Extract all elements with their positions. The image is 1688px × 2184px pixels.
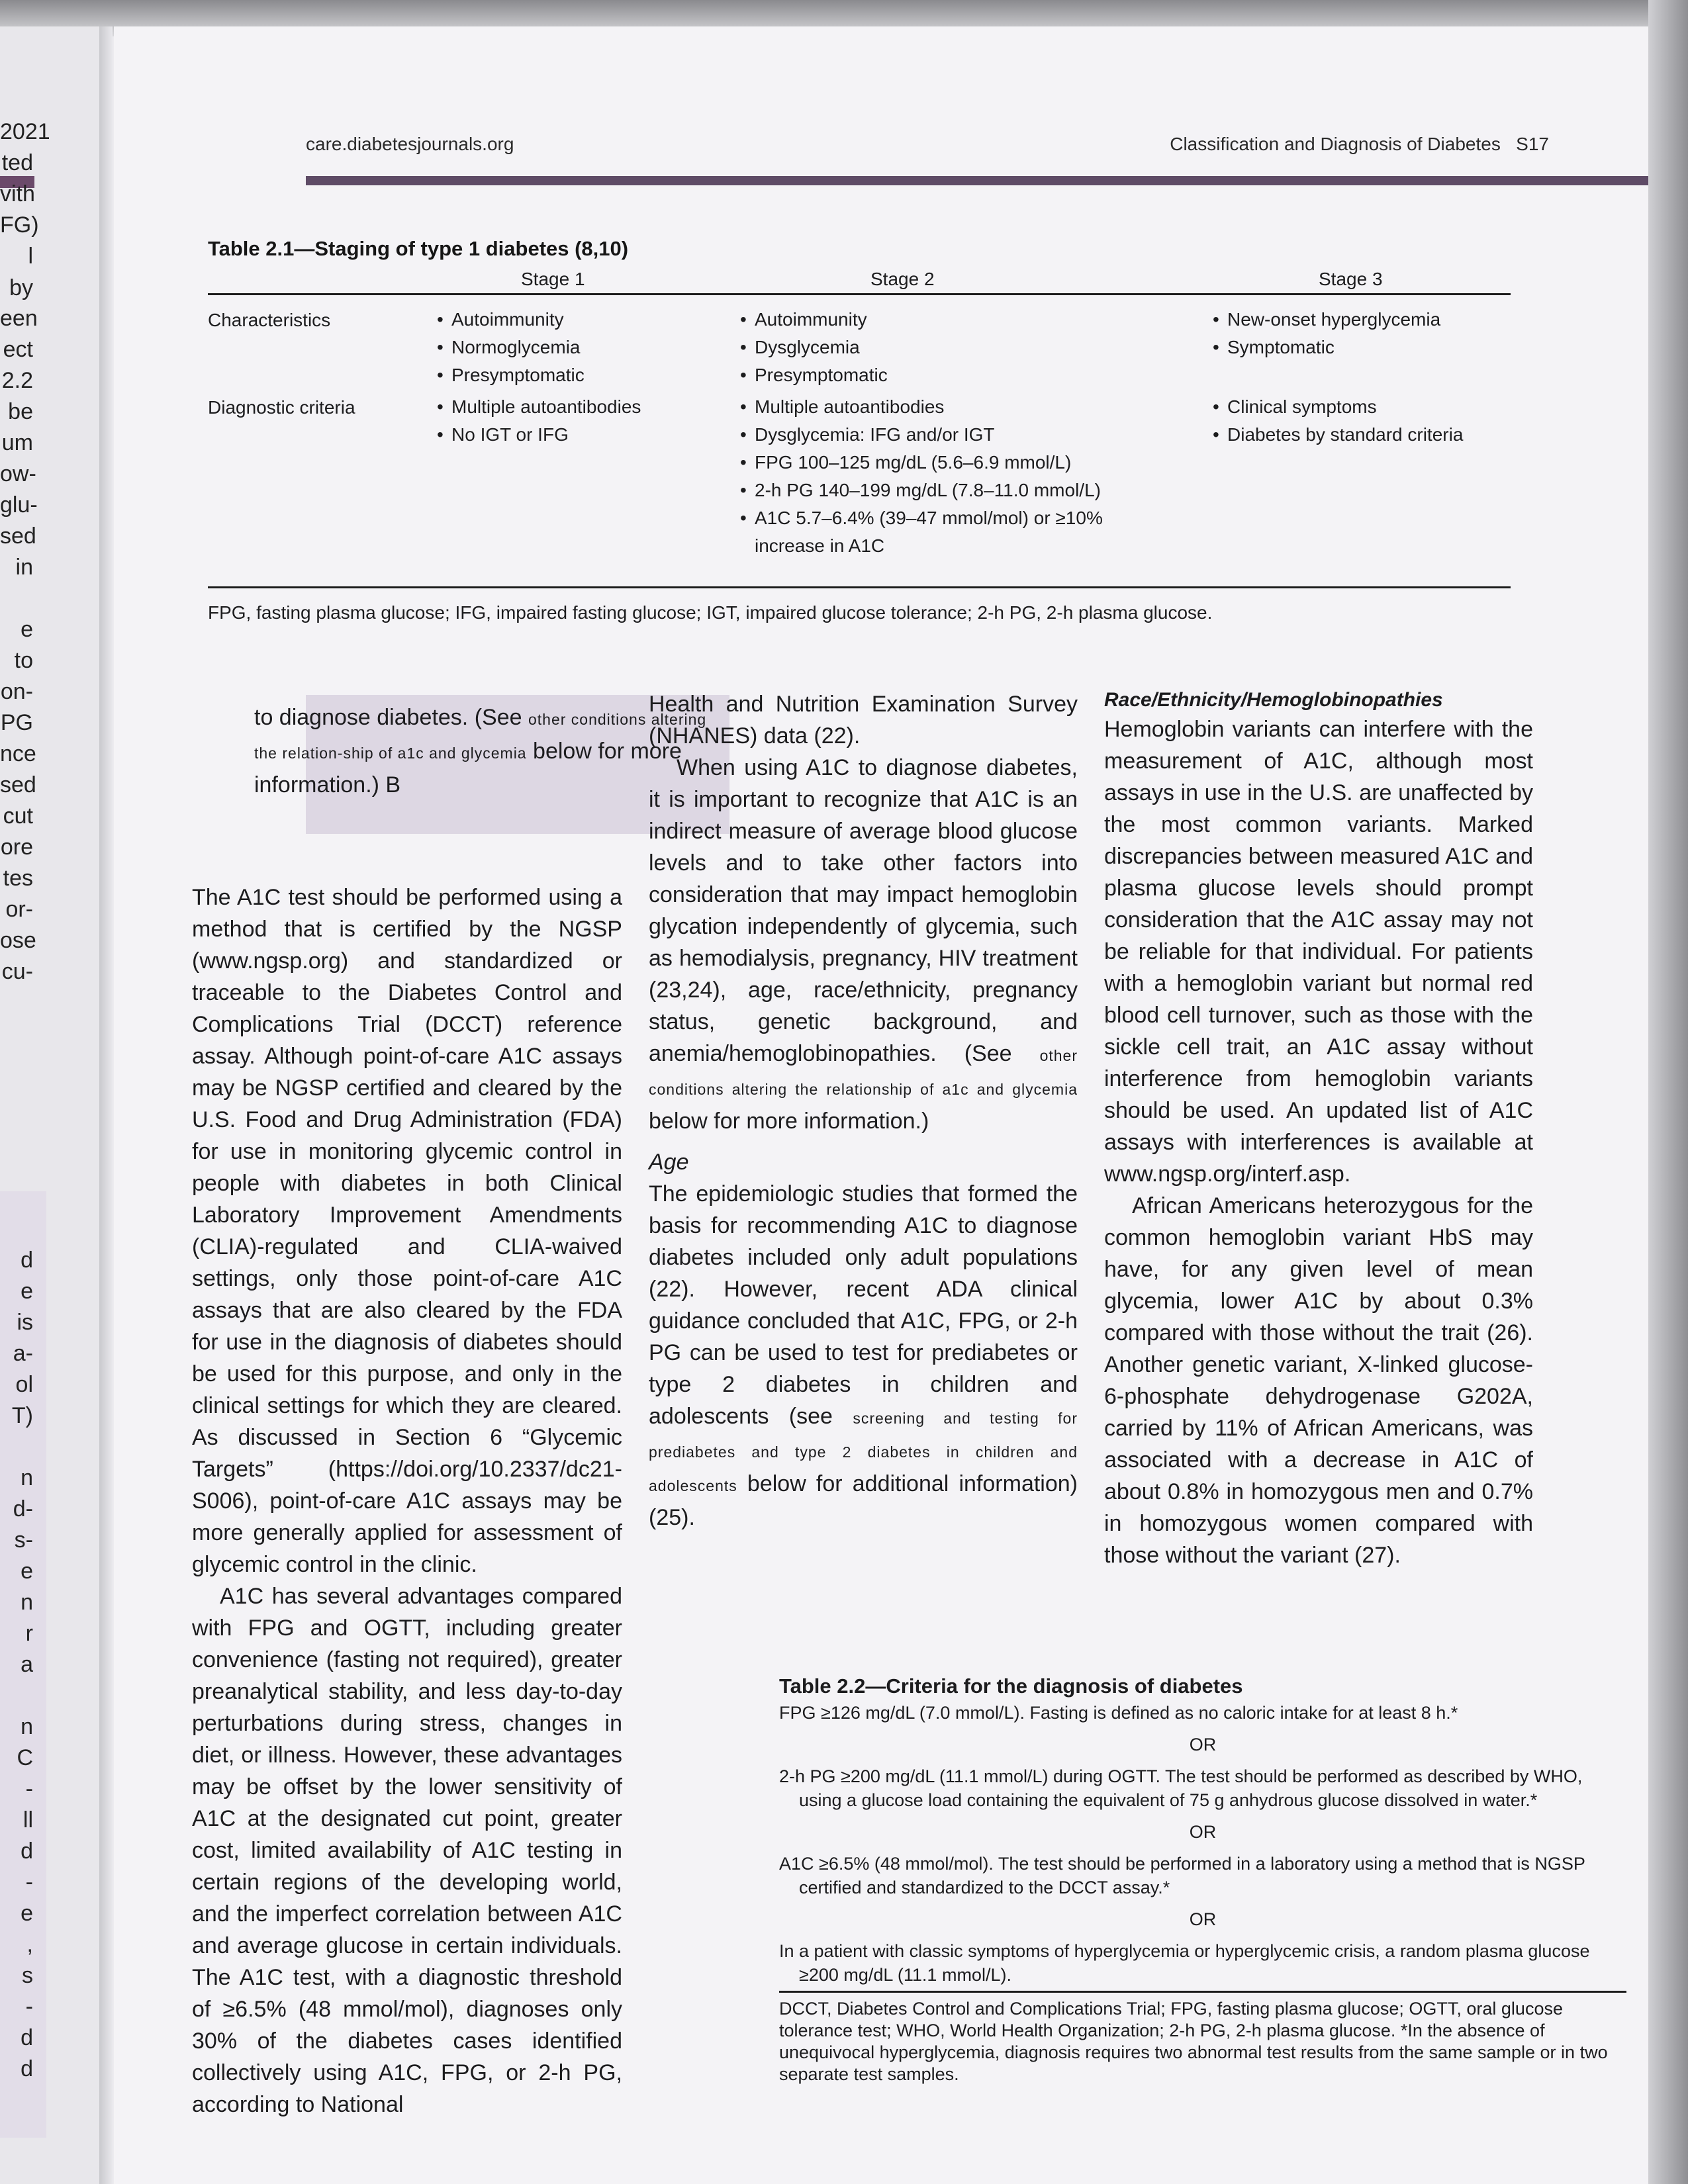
facing-page-fragment: FG): [0, 212, 39, 238]
paragraph-text: When using A1C to diagnose diabetes, it is important to recognize that A1C is an indirect measure of average blood glucose levels and to take other factors into consideration that may impact hemoglobin glycation independently of glycemia, such as hemodialysis, pregnancy, HIV treatment (23,24), age, race/ethnicity, pregnancy status, genetic background, and anemia/hemoglobinopathies. (See: [649, 755, 1078, 1066]
list-item: • Normoglycemia: [437, 334, 722, 361]
callout-text-end: below for more information.) B: [254, 739, 682, 797]
criterion-fpg: FPG ≥126 mg/dL (7.0 mmol/L). Fasting is defined as no caloric intake for at least 8 h.*: [779, 1703, 1458, 1723]
stage-1-criteria: [437, 393, 722, 449]
facing-page-fragment: s: [22, 1963, 33, 1988]
table-2-2-rule: [779, 1991, 1626, 1993]
facing-page-fragment: a-: [13, 1341, 33, 1366]
facing-page-fragment: ect: [3, 337, 33, 362]
facing-page-fragment: ow-: [0, 461, 36, 486]
paragraph: A1C has several advantages compared with FPG and OGTT, including greater convenience (fasting not required), greater preanalytical stability, and less day-to-day perturbations during stress, changes in diet, or illness. However, these advantages may be offset by the lower sensitivity of A1C at the designated cut point, greater cost, limited availability of A1C testing in certain regions of the developing world, and the imperfect correlation between A1C and average glucose in certain individuals. The A1C test, with a diagnostic threshold of ≥6.5% (48 mmol/mol), diagnoses only 30% of the diabetes cases identified collectively using A1C, FPG, or 2-h PG, according to National: [192, 1584, 622, 2117]
list-item: • Multiple autoantibodies: [437, 393, 722, 421]
list-item: • Presymptomatic: [740, 361, 1170, 389]
body-column-3: [1104, 687, 1533, 1571]
facing-page-fragment: d-: [13, 1496, 33, 1522]
facing-page-fragment: cu-: [1, 959, 33, 984]
facing-page-fragment: T): [11, 1403, 33, 1428]
scan-right-shadow: [1648, 0, 1688, 2184]
paragraph-text: The epidemiologic studies that formed the basis for recommending A1C to diagnose diabetes included only adult populations (22). However, recent ADA clinical guidance concluded that A1C, FPG, or 2-h PG can be used to test for prediabetes or type 2 diabetes in children and adolescents (see: [649, 1181, 1078, 1429]
facing-page-fragment: -: [25, 1776, 33, 1801]
stage-3-criteria: [1213, 393, 1504, 449]
facing-page-fragment: be: [8, 399, 33, 424]
stage-3-characteristics: [1213, 306, 1504, 361]
facing-page-fragment: tes: [3, 866, 33, 891]
stage-1-characteristics: [437, 306, 722, 389]
facing-page-fragment: to: [14, 648, 33, 673]
facing-page-fragment: 2.2: [1, 368, 33, 393]
list-item: • Symptomatic: [1213, 334, 1504, 361]
table-2-2-title: Table 2.2—Criteria for the diagnosis of diabetes: [779, 1674, 1243, 1698]
paragraph-text: below for additional information) (25).: [649, 1471, 1078, 1530]
facing-page-fragment: d: [21, 1248, 33, 1273]
facing-page-fragment: PG: [0, 710, 33, 735]
facing-page-fragment: on-: [0, 679, 33, 704]
facing-page-fragment: glu-: [0, 492, 38, 518]
paragraph: [649, 1178, 1078, 1533]
or-separator: OR: [1189, 1909, 1217, 1929]
cross-reference: screening and testing for prediabetes and type 2 diabetes in children and adolescents: [649, 1410, 1078, 1494]
body-column-2: [649, 688, 1078, 1533]
facing-page-fragment: or-: [5, 897, 33, 922]
list-item: • Autoimmunity: [437, 306, 722, 334]
facing-page-fragment: s-: [14, 1527, 33, 1553]
row-label-characteristics: Characteristics: [208, 310, 331, 330]
facing-page-fragment: d: [21, 1839, 33, 1864]
stage-2-criteria: [740, 393, 1150, 560]
table-2-2-footnote: DCCT, Diabetes Control and Complications Trial; FPG, fasting plasma glucose; OGTT, oral glucose tolerance test; WHO, World Health Organization; 2-h PG, 2-h plasma glucose. *In the absence of unequivocal hyperglycemia, diagnosis requires two abnormal test results from the same sample or in two separate test samples.: [779, 1999, 1608, 2084]
row-label-diagnostic-criteria: Diagnostic criteria: [208, 397, 355, 418]
facing-page-fragment: ted: [1, 150, 33, 175]
facing-page-fragment: een: [0, 306, 38, 331]
callout-small-caps: other conditions altering the relation-ship of a1c and glycemia: [254, 711, 707, 762]
list-item: • New-onset hyperglycemia: [1213, 306, 1504, 334]
list-item: • Clinical symptoms: [1213, 393, 1504, 421]
list-item: • Dysglycemia: IFG and/or IGT: [740, 421, 1150, 449]
facing-page-fragment: e: [21, 1559, 33, 1584]
table-2-1-footnote: FPG, fasting plasma glucose; IFG, impaired fasting glucose; IGT, impaired glucose tolerance; 2-h PG, 2-h plasma glucose.: [208, 602, 1213, 623]
paragraph: [649, 752, 1078, 1137]
journal-url: care.diabetesjournals.org: [306, 134, 514, 154]
facing-page-fragment: 2021: [0, 119, 50, 144]
facing-page-fragment: a: [21, 1652, 33, 1677]
paragraph-text: below for more information.): [649, 1109, 929, 1134]
subheading-race-ethnicity: Race/Ethnicity/Hemoglobinopathies: [1104, 689, 1443, 711]
facing-page-fragment: n: [21, 1714, 33, 1739]
list-item: • A1C 5.7–6.4% (39–47 mmol/mol) or ≥10% increase in A1C: [740, 504, 1150, 560]
facing-page-fragment: ll: [23, 1807, 33, 1833]
paragraph: Health and Nutrition Examination Survey (NHANES) data (22).: [649, 692, 1078, 749]
callout-text: to diagnose diabetes. (See: [254, 705, 528, 730]
stage-1-header: Stage 1: [521, 269, 585, 289]
facing-page-fragment: in: [15, 555, 33, 580]
facing-page-fragment: e: [21, 1279, 33, 1304]
stage-2-header: Stage 2: [870, 269, 935, 289]
subheading-age: Age: [649, 1150, 689, 1175]
criterion-random-glucose: In a patient with classic symptoms of hyperglycemia or hyperglycemic crisis, a random plasma glucose ≥200 mg/dL (11.1 mmol/L).: [779, 1941, 1590, 1985]
facing-page-fragment: n: [21, 1465, 33, 1490]
body-column-1: [192, 882, 622, 2120]
facing-page-fragment: nce: [0, 741, 36, 766]
stage-2-characteristics: [740, 306, 1170, 389]
table-2-1-bottom-rule: [208, 586, 1511, 588]
facing-page: [0, 26, 99, 2184]
paragraph: African Americans heterozygous for the common hemoglobin variant HbS may have, for any given level of mean glycemia, lower A1C by about 0.3% compared with those without the trait (26). Another genetic variant, X-linked glucose-6-phosphate dehydrogenase G202A, carried by 11% of African Americans, was associated with a decrease in A1C of about 0.8% in homozygous men and 0.7% in homozygous women compared with those without the variant (27).: [1104, 1193, 1533, 1568]
paragraph: The A1C test should be performed using a method that is certified by the NGSP (www.ngsp.org) and standardized or traceable to the Diabetes Control and Complications Trial (DCCT) reference assay. Although point-of-care A1C assays may be NGSP certified and cleared by the U.S. Food and Drug Administration (FDA) for use in monitoring glycemic control in people with diabetes in both Clinical Laboratory Improvement Amendments (CLIA)-regulated and CLIA-waived settings, only those point-of-care A1C assays that are also cleared by the FDA for use in the diagnosis of diabetes should be used for this purpose, and only in the clinical settings for which they are cleared. As discussed in Section 6 “Glycemic Targets” (https://doi.org/10.2337/dc21-S006), point-of-care A1C assays may be more generally applied for assessment of glycemic control in the clinic.: [192, 885, 622, 1577]
facing-page-fragment: d: [21, 2056, 33, 2081]
list-item: • FPG 100–125 mg/dL (5.6–6.9 mmol/L): [740, 449, 1150, 477]
facing-page-fragment: ose: [0, 928, 36, 953]
paragraph: Hemoglobin variants can interfere with the measurement of A1C, although most assays in use in the U.S. are unaffected by the most common variants. Marked discrepancies between measured A1C and plasma glucose levels should prompt consideration that the A1C assay may not be reliable for that individual. For patients with a hemoglobin variant but normal red blood cell turnover, such as those with the sickle cell trait, an A1C assay without interference from hemoglobin variants should be used. An updated list of A1C assays with interferences is available at www.ngsp.org/interf.asp.: [1104, 717, 1533, 1187]
facing-page-fragment: d: [21, 2025, 33, 2050]
facing-page-fragment: l by: [9, 244, 33, 300]
facing-page-fragment: C: [17, 1745, 33, 1770]
list-item: • No IGT or IFG: [437, 421, 722, 449]
facing-page-fragment: e: [21, 1901, 33, 1926]
book-gutter: [99, 26, 113, 2184]
facing-page-fragment: um: [1, 430, 33, 455]
recommendation-callout-text: [254, 702, 718, 801]
journal-page: [114, 26, 1648, 2184]
table-2-1-title: Table 2.1—Staging of type 1 diabetes (8,10): [208, 237, 629, 260]
facing-page-fragment: ,: [26, 1932, 33, 1957]
table-2-2: [779, 1674, 1626, 2085]
facing-page-fragment: ore: [0, 835, 33, 860]
facing-page-fragment: e: [21, 617, 33, 642]
section-title: Classification and Diagnosis of Diabetes: [1170, 134, 1501, 154]
facing-page-fragment: r: [25, 1621, 33, 1646]
list-item: • Multiple autoantibodies: [740, 393, 1150, 421]
list-item: • Autoimmunity: [740, 306, 1170, 334]
facing-page-fragment: sed: [0, 523, 36, 549]
or-separator: OR: [1189, 1822, 1217, 1842]
list-item: • 2-h PG 140–199 mg/dL (7.8–11.0 mmol/L): [740, 477, 1150, 504]
facing-page-fragment: ol: [15, 1372, 33, 1397]
facing-page-fragment: is: [17, 1310, 33, 1335]
header-rule: [306, 176, 1688, 185]
facing-page-fragment: cut: [3, 803, 33, 829]
page-number: S17: [1516, 134, 1549, 154]
facing-page-fragment: -: [25, 1994, 33, 2019]
list-item: • Dysglycemia: [740, 334, 1170, 361]
facing-page-fragment: n: [21, 1590, 33, 1615]
or-separator: OR: [1189, 1735, 1217, 1754]
list-item: • Diabetes by standard criteria: [1213, 421, 1504, 449]
facing-page-fragment: sed: [0, 772, 36, 797]
list-item: • Presymptomatic: [437, 361, 722, 389]
facing-page-fragment: vith: [0, 181, 35, 206]
criterion-2h-pg: 2-h PG ≥200 mg/dL (11.1 mmol/L) during OGTT. The test should be performed as described by WHO, using a glucose load containing the equivalent of 75 g anhydrous glucose dissolved in water.*: [779, 1766, 1583, 1810]
cross-reference: other conditions altering the relationship of a1c and glycemia: [649, 1047, 1078, 1098]
table-2-1-top-rule: [208, 293, 1511, 295]
running-head: [1170, 134, 1549, 155]
criterion-a1c: A1C ≥6.5% (48 mmol/mol). The test should be performed in a laboratory using a method that is NGSP certified and standardized to the DCCT assay.*: [779, 1854, 1585, 1897]
facing-page-fragment: -: [25, 1870, 33, 1895]
stage-3-header: Stage 3: [1319, 269, 1383, 289]
